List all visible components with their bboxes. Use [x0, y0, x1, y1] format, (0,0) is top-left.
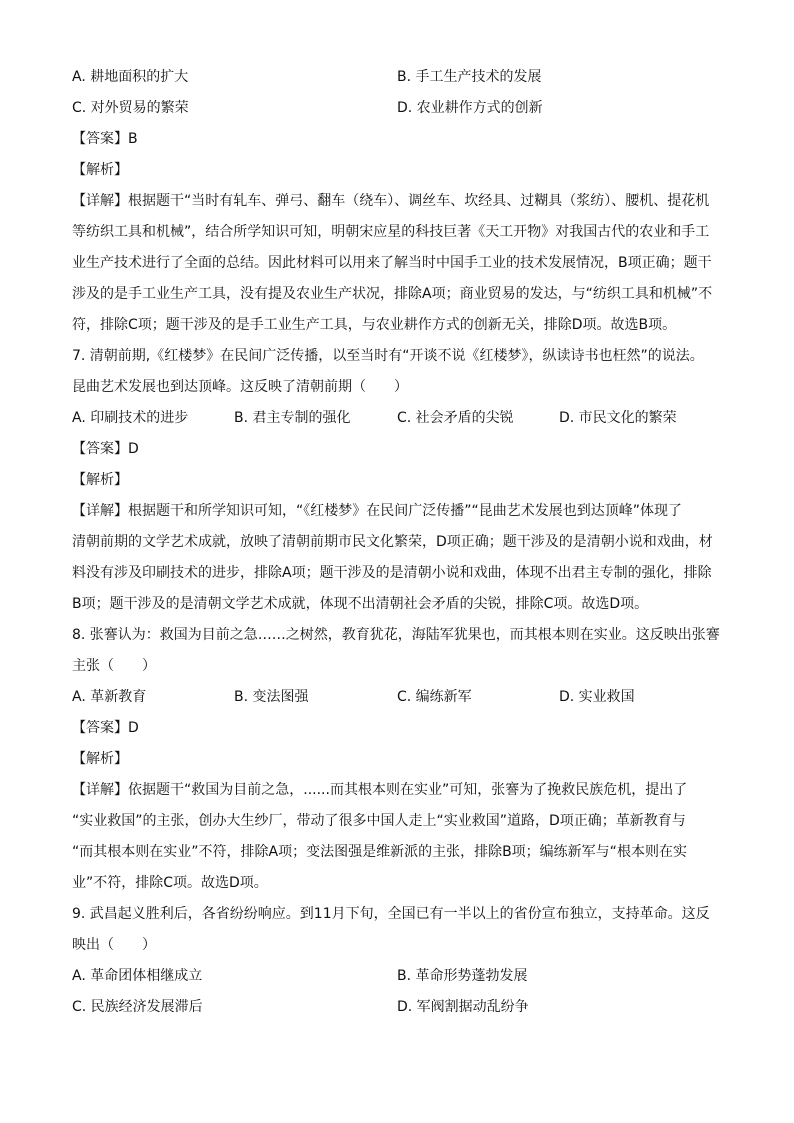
q7-option-c[interactable]: C. 社会矛盾的尖锐: [397, 410, 514, 426]
q6-option-a[interactable]: A. 耕地面积的扩大: [72, 69, 189, 85]
q8-option-d[interactable]: D. 实业救国: [559, 689, 635, 705]
q8-analysis-label: 【解析】: [72, 751, 128, 767]
q7-detail-line: 【详解】根据题干和所学知识可知，“《红楼梦》在民间广泛传播”“昆曲艺术发展也到达顶峰”体现了: [72, 503, 683, 519]
q9-stem: [72, 899, 722, 961]
q9-options-row-1: [72, 961, 722, 992]
q7-option-a[interactable]: A. 印刷技术的进步: [72, 410, 189, 426]
document-page: [72, 62, 722, 1023]
q6-option-b[interactable]: B. 手工生产技术的发展: [397, 69, 542, 85]
q7-option-b[interactable]: B. 君主专制的强化: [234, 410, 351, 426]
q8-detail-line: 业”不符，排除C项。故选D项。: [72, 875, 268, 891]
q6-analysis-label: 【解析】: [72, 162, 128, 178]
q8-detail-line: 【详解】依据题干“救国为目前之急，......而其根本则在实业”可知，张謇为了挽救民族危机，提出了: [72, 782, 688, 798]
q9-options-row-2: [72, 992, 722, 1023]
q6-detail-line: 等纺织工具和机械”，结合所学知识可知，明朝宋应星的科技巨著《天工开物》对我国古代的农业和手工: [72, 224, 710, 240]
q7-stem-line: 7. 清朝前期,《红楼梦》在民间广泛传播，以至当时有“开谈不说《红楼梦》，纵读诗书也枉然”的说法。: [72, 348, 704, 364]
q7-detail-line: B项；题干涉及的是清朝文学艺术成就，体现不出清朝社会矛盾的尖锐，排除C项。故选D项。: [72, 596, 649, 612]
q8-stem: [72, 620, 722, 682]
q8-stem-line: 8. 张謇认为：救国为目前之急……之树然，教育犹花，海陆军犹果也，而其根本则在实业。这反映出张謇: [72, 627, 720, 643]
q7-detail-line: 清朝前期的文学艺术成就，放映了清朝前期市民文化繁荣，D项正确；题干涉及的是清朝小说和戏曲，材: [72, 534, 713, 550]
q7-analysis-label: 【解析】: [72, 472, 128, 488]
q7-detail: [72, 496, 722, 620]
q8-stem-line: 主张（ ）: [72, 658, 156, 674]
q9-option-c[interactable]: C. 民族经济发展滞后: [72, 999, 203, 1015]
q8-detail-line: “而其根本则在实业”不符，排除A项；变法图强是维新派的主张，排除B项；编练新军与“根本则在实: [72, 844, 687, 860]
q8-option-c[interactable]: C. 编练新军: [397, 689, 472, 705]
q6-options-row-2: [72, 93, 722, 124]
q8-option-b[interactable]: B. 变法图强: [234, 689, 309, 705]
q6-detail: [72, 186, 722, 341]
q7-stem: [72, 341, 722, 403]
q9-option-d[interactable]: D. 军阀割据动乱纷争: [397, 999, 529, 1015]
q7-options-row: [72, 403, 722, 434]
q6-options-row-1: [72, 62, 722, 93]
q8-detail-line: “实业救国”的主张，创办大生纱厂，带动了很多中国人走上“实业救国”道路，D项正确；革新教育与: [72, 813, 686, 829]
q7-detail-line: 料没有涉及印刷技术的进步，排除A项；题干涉及的是清朝小说和戏曲，体现不出君主专制的强化，排除: [72, 565, 712, 581]
q6-detail-line: 涉及的是手工业生产工具，没有提及农业生产状况，排除A项；商业贸易的发达，与“纺织工具和机械”不: [72, 286, 713, 302]
q8-options-row: [72, 682, 722, 713]
q6-option-d[interactable]: D. 农业耕作方式的创新: [397, 100, 543, 116]
q6-detail-line: 【详解】根据题干“当时有轧车、弹弓、翻车（绕车）、调丝车、坎经具、过糊具（浆纺）、腰机、提花机: [72, 193, 710, 209]
q7-answer: 【答案】D: [72, 441, 139, 457]
q6-detail-line: 符，排除C项；题干涉及的是手工业生产工具，与农业耕作方式的创新无关，排除D项。故选B项。: [72, 317, 677, 333]
q9-stem-line: 9. 武昌起义胜利后，各省纷纷响应。到11月下旬，全国已有一半以上的省份宣布独立，支持革命。这反: [72, 906, 710, 922]
q6-answer: 【答案】B: [72, 131, 138, 147]
q6-detail-line: 业生产技术进行了全面的总结。因此材料可以用来了解当时中国手工业的技术发展情况，B项正确；题干: [72, 255, 712, 271]
q7-stem-line: 昆曲艺术发展也到达顶峰。这反映了清朝前期（ ）: [72, 379, 408, 395]
q8-option-a[interactable]: A. 革新教育: [72, 689, 147, 705]
q8-detail: [72, 775, 722, 899]
q9-option-a[interactable]: A. 革命团体相继成立: [72, 968, 203, 984]
q7-option-d[interactable]: D. 市民文化的繁荣: [559, 410, 677, 426]
q9-stem-line: 映出（ ）: [72, 937, 156, 953]
q6-option-c[interactable]: C. 对外贸易的繁荣: [72, 100, 189, 116]
q8-answer: 【答案】D: [72, 720, 139, 736]
q9-option-b[interactable]: B. 革命形势蓬勃发展: [397, 968, 528, 984]
